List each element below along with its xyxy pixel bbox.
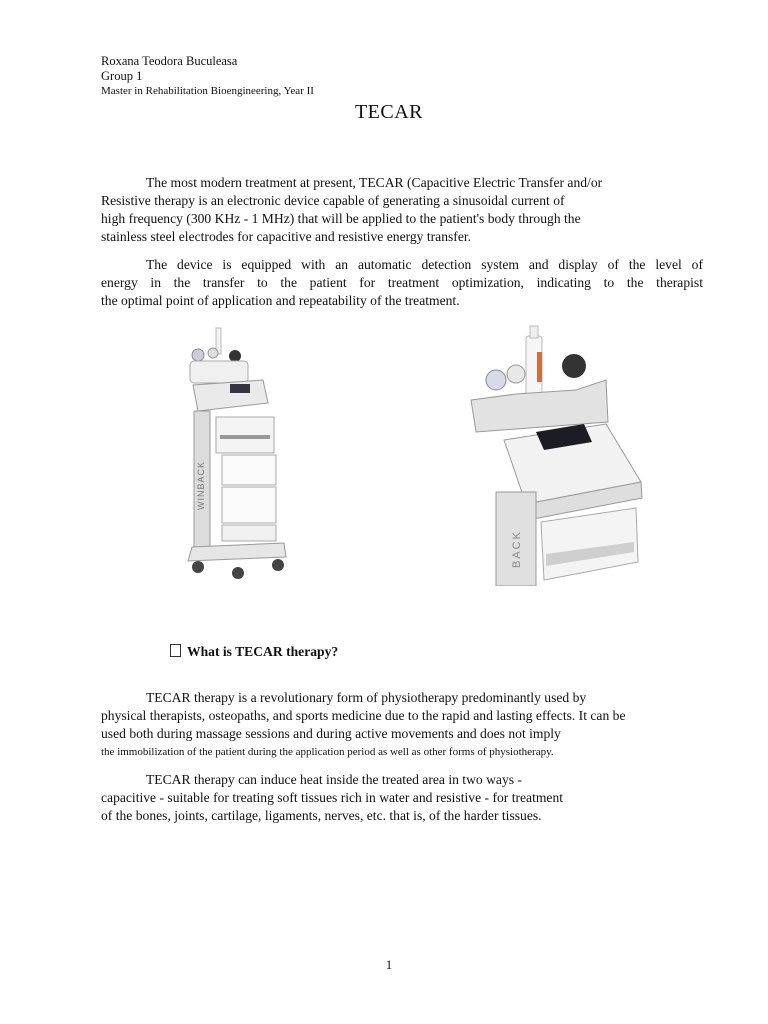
paragraph-line: TECAR therapy is a revolutionary form of physiotherapy predominantly used by — [146, 690, 587, 705]
document-title: TECAR — [354, 101, 424, 123]
device-brand-left: WINBACK — [196, 460, 206, 510]
paragraph-line: the immobilization of the patient during the application period as well as other forms of physiotherapy. — [101, 746, 554, 758]
paragraph-line: The device is equipped with an automatic detection system and display of the level of — [146, 257, 703, 272]
paragraph-line: energy in the transfer to the patient for treatment optimization, indicating to the therapist — [101, 275, 703, 290]
paragraph-line: TECAR therapy can induce heat inside the treated area in two ways - — [146, 772, 522, 787]
section-heading-text: What is TECAR therapy? — [187, 644, 339, 659]
paragraph-intro — [101, 174, 703, 246]
program-label: Master in Rehabilitation Bioengineering, Year II — [101, 85, 314, 97]
paragraph-line: the optimal point of application and repeatability of the treatment. — [101, 293, 460, 308]
paragraph-line: high frequency (300 KHz - 1 MHz) that will be applied to the patient's body through the — [101, 211, 581, 226]
paragraph-heat — [101, 771, 703, 825]
tecar-device-image-left — [168, 325, 298, 585]
page-number: 1 — [385, 957, 393, 972]
paragraph-line: physical therapists, osteopaths, and sports medicine due to the rapid and lasting effects. It can be — [101, 708, 626, 723]
group-label: Group 1 — [101, 69, 143, 83]
paragraph-line: capacitive - suitable for treating soft tissues rich in water and resistive - for treatment — [101, 790, 564, 805]
section-heading — [170, 644, 338, 660]
paragraph-device — [101, 256, 703, 310]
paragraph-line: used both during massage sessions and during active movements and does not imply — [101, 726, 561, 741]
checkbox-glyph-icon — [170, 644, 181, 657]
paragraph-line: of the bones, joints, cartilage, ligaments, nerves, etc. that is, of the harder tissues. — [101, 808, 542, 823]
author-name: Roxana Teodora Buculeasa — [101, 54, 238, 68]
paragraph-line: The most modern treatment at present, TECAR (Capacitive Electric Transfer and/or — [146, 175, 603, 190]
tecar-device-image-right — [466, 322, 646, 586]
paragraph-line: Resistive therapy is an electronic device capable of generating a sinusoidal current of — [101, 193, 565, 208]
paragraph-line: stainless steel electrodes for capacitive and resistive energy transfer. — [101, 229, 472, 244]
device-brand-right: BACK — [511, 530, 523, 568]
paragraph-what-is — [101, 689, 703, 761]
